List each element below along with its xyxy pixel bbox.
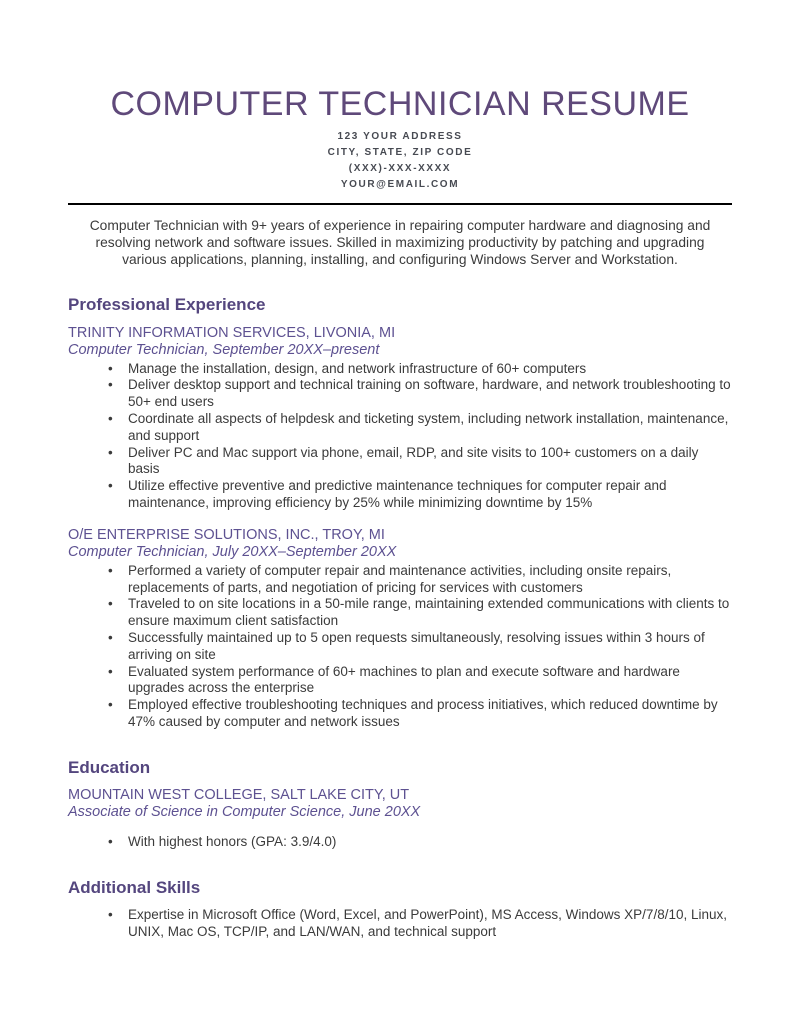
bullet-item: • Coordinate all aspects of helpdesk and ticketing system, including network installation, maintenance, and support <box>106 411 732 445</box>
job-title-dates: Computer Technician, July 20XX–September 20XX <box>68 543 397 560</box>
section-additional-skills <box>68 878 732 941</box>
experience-bullet-list <box>106 361 732 512</box>
contact-address: 123 YOUR ADDRESS <box>337 131 463 143</box>
experience-entry-trinity <box>68 325 732 512</box>
job-title-dates: Computer Technician, September 20XX–present <box>68 341 380 358</box>
degree-dates: Associate of Science in Computer Science, June 20XX <box>68 804 421 821</box>
section-professional-experience <box>68 295 732 731</box>
bullet-item: • Deliver desktop support and technical training on software, hardware, and network troubleshooting to 50+ end users <box>106 377 732 411</box>
contact-block <box>68 129 732 193</box>
bullet-item: • Employed effective troubleshooting techniques and process initiatives, which reduced downtime by 47% caused by computer and network issues <box>106 697 732 731</box>
bullet-item: • Evaluated system performance of 60+ machines to plan and execute software and hardware upgrades across the enterprise <box>106 664 732 698</box>
resume-title: COMPUTER TECHNICIAN RESUME <box>110 85 690 123</box>
summary-paragraph: Computer Technician with 9+ years of experience in repairing computer hardware and diagnosing and resolving network and software issues. Skilled in maximizing productivity by patching and upgrading various applications, planning, installing, and configuring Windows Server and Workstation. <box>89 218 711 267</box>
bullet-item: • Utilize effective preventive and predictive maintenance techniques for computer repair and maintenance, improving efficiency by 25% while minimizing downtime by 15% <box>106 478 732 512</box>
bullet-item: • Traveled to on site locations in a 50-mile range, maintaining extended communications with clients to ensure maximum client satisfaction <box>106 596 732 630</box>
bullet-item: • With highest honors (GPA: 3.9/4.0) <box>106 834 732 851</box>
experience-bullet-list <box>106 563 732 731</box>
section-education <box>68 758 732 851</box>
resume-header <box>68 86 732 193</box>
bullet-item: • Deliver PC and Mac support via phone, email, RDP, and site visits to 100+ customers on a daily basis <box>106 445 732 479</box>
contact-phone: (XXX)-XXX-XXXX <box>348 163 452 175</box>
section-heading-additional-skills: Additional Skills <box>68 877 201 897</box>
education-bullet-list <box>106 834 732 851</box>
bullet-item: • Successfully maintained up to 5 open requests simultaneously, resolving issues within 3 hours of arriving on site <box>106 630 732 664</box>
section-heading-professional-experience: Professional Experience <box>68 295 266 315</box>
contact-city-state-zip: CITY, STATE, ZIP CODE <box>327 147 473 159</box>
company-name: TRINITY INFORMATION SERVICES, LIVONIA, MI <box>68 324 396 341</box>
bullet-item: • Performed a variety of computer repair and maintenance activities, including onsite repairs, replacements of parts, and negotiation of pricing for services with customers <box>106 563 732 597</box>
bullet-item: • Manage the installation, design, and network infrastructure of 60+ computers <box>106 361 732 378</box>
section-heading-education: Education <box>68 757 151 777</box>
company-name: O/E ENTERPRISE SOLUTIONS, INC., TROY, MI <box>68 526 385 543</box>
bullet-item: • Expertise in Microsoft Office (Word, Excel, and PowerPoint), MS Access, Windows XP/7/8/10, Linux, UNIX, Mac OS, TCP/IP, and LAN/WAN, and technical support <box>106 907 732 941</box>
education-entry <box>68 787 732 851</box>
contact-email: YOUR@EMAIL.COM <box>340 179 460 191</box>
header-divider <box>68 203 732 205</box>
experience-entry-oe-enterprise <box>68 527 732 731</box>
skills-bullet-list <box>106 907 732 941</box>
school-name: MOUNTAIN WEST COLLEGE, SALT LAKE CITY, UT <box>68 787 410 804</box>
